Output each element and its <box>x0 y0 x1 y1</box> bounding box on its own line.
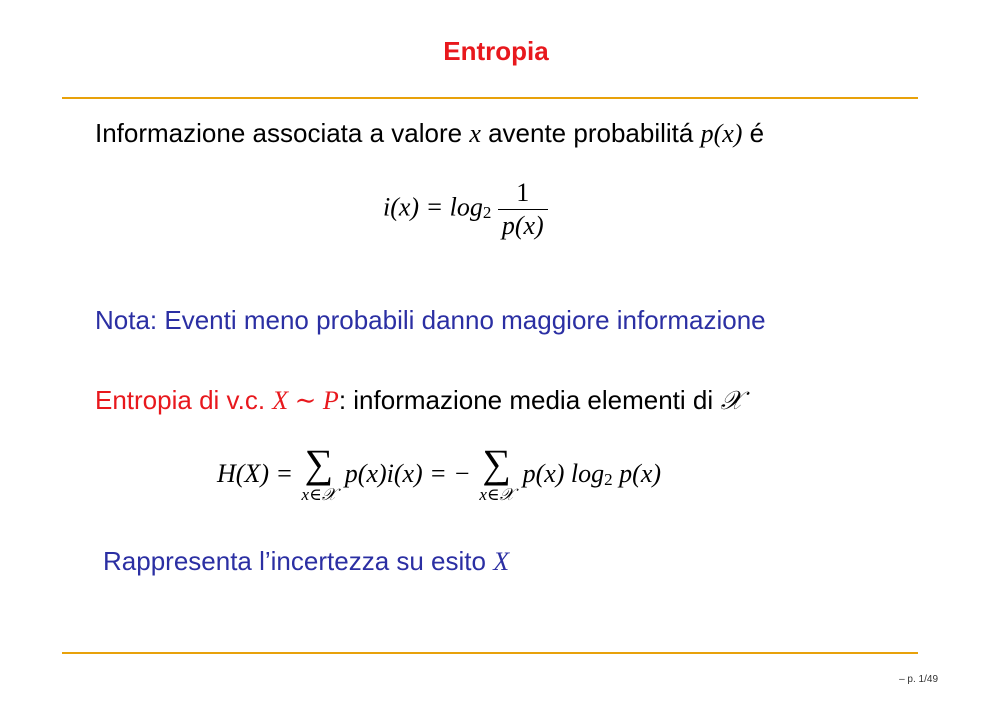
top-rule <box>62 97 918 99</box>
formula2-part2-a: p(x) log <box>522 459 605 488</box>
formula2-lhs: H(X) = <box>217 459 300 488</box>
formula1-numerator: 1 <box>498 178 548 210</box>
page-number: – p. 1/49 <box>899 674 938 685</box>
slide-title: Entropia <box>443 36 549 66</box>
prob-px: p(x) <box>700 119 743 148</box>
entropy-set-symbol: 𝒳 <box>720 386 743 415</box>
sum-subscript-1: x∈𝒳 <box>301 485 337 504</box>
formula1-lhs: i(x) = log <box>383 192 483 222</box>
rappresenta-line <box>103 546 509 577</box>
formula-entropy <box>217 441 662 504</box>
formula1-denominator: p(x) <box>501 211 544 240</box>
entropy-label: Entropia di v.c. <box>95 385 273 415</box>
entropy-definition-line <box>95 385 743 417</box>
formula2-part2-b: p(x) <box>612 459 662 488</box>
rappresenta-var: X <box>493 547 510 576</box>
sum-symbol-1: ∑ <box>304 441 334 486</box>
sum-symbol-2: ∑ <box>482 441 511 486</box>
formula-information <box>383 178 548 241</box>
formula1-log-base: 2 <box>482 203 492 223</box>
formula2-part1: p(x)i(x) = − <box>344 459 471 488</box>
entropy-rest-text: : informazione media elementi di <box>338 385 721 415</box>
formula2-part2 <box>523 459 661 488</box>
sum-subscript-2: x∈𝒳 <box>479 485 515 504</box>
sum-operator-1 <box>301 441 337 504</box>
var-x: x <box>469 119 481 148</box>
formula1-fraction <box>498 178 548 241</box>
info-end-text: é <box>742 118 765 148</box>
nota-line: Nota: Eventi meno probabili danno maggiore informazione <box>95 305 766 335</box>
info-mid-text: avente probabilitá <box>480 118 701 148</box>
formula2-log-base: 2 <box>604 470 613 489</box>
information-definition-line <box>95 118 764 149</box>
bottom-rule <box>62 652 918 654</box>
rappresenta-text: Rappresenta l’incertezza su esito <box>103 546 494 576</box>
entropy-variable-dist: X ∼ P <box>272 386 339 415</box>
info-prefix-text: Informazione associata a valore <box>95 118 470 148</box>
sum-operator-2 <box>479 441 515 504</box>
